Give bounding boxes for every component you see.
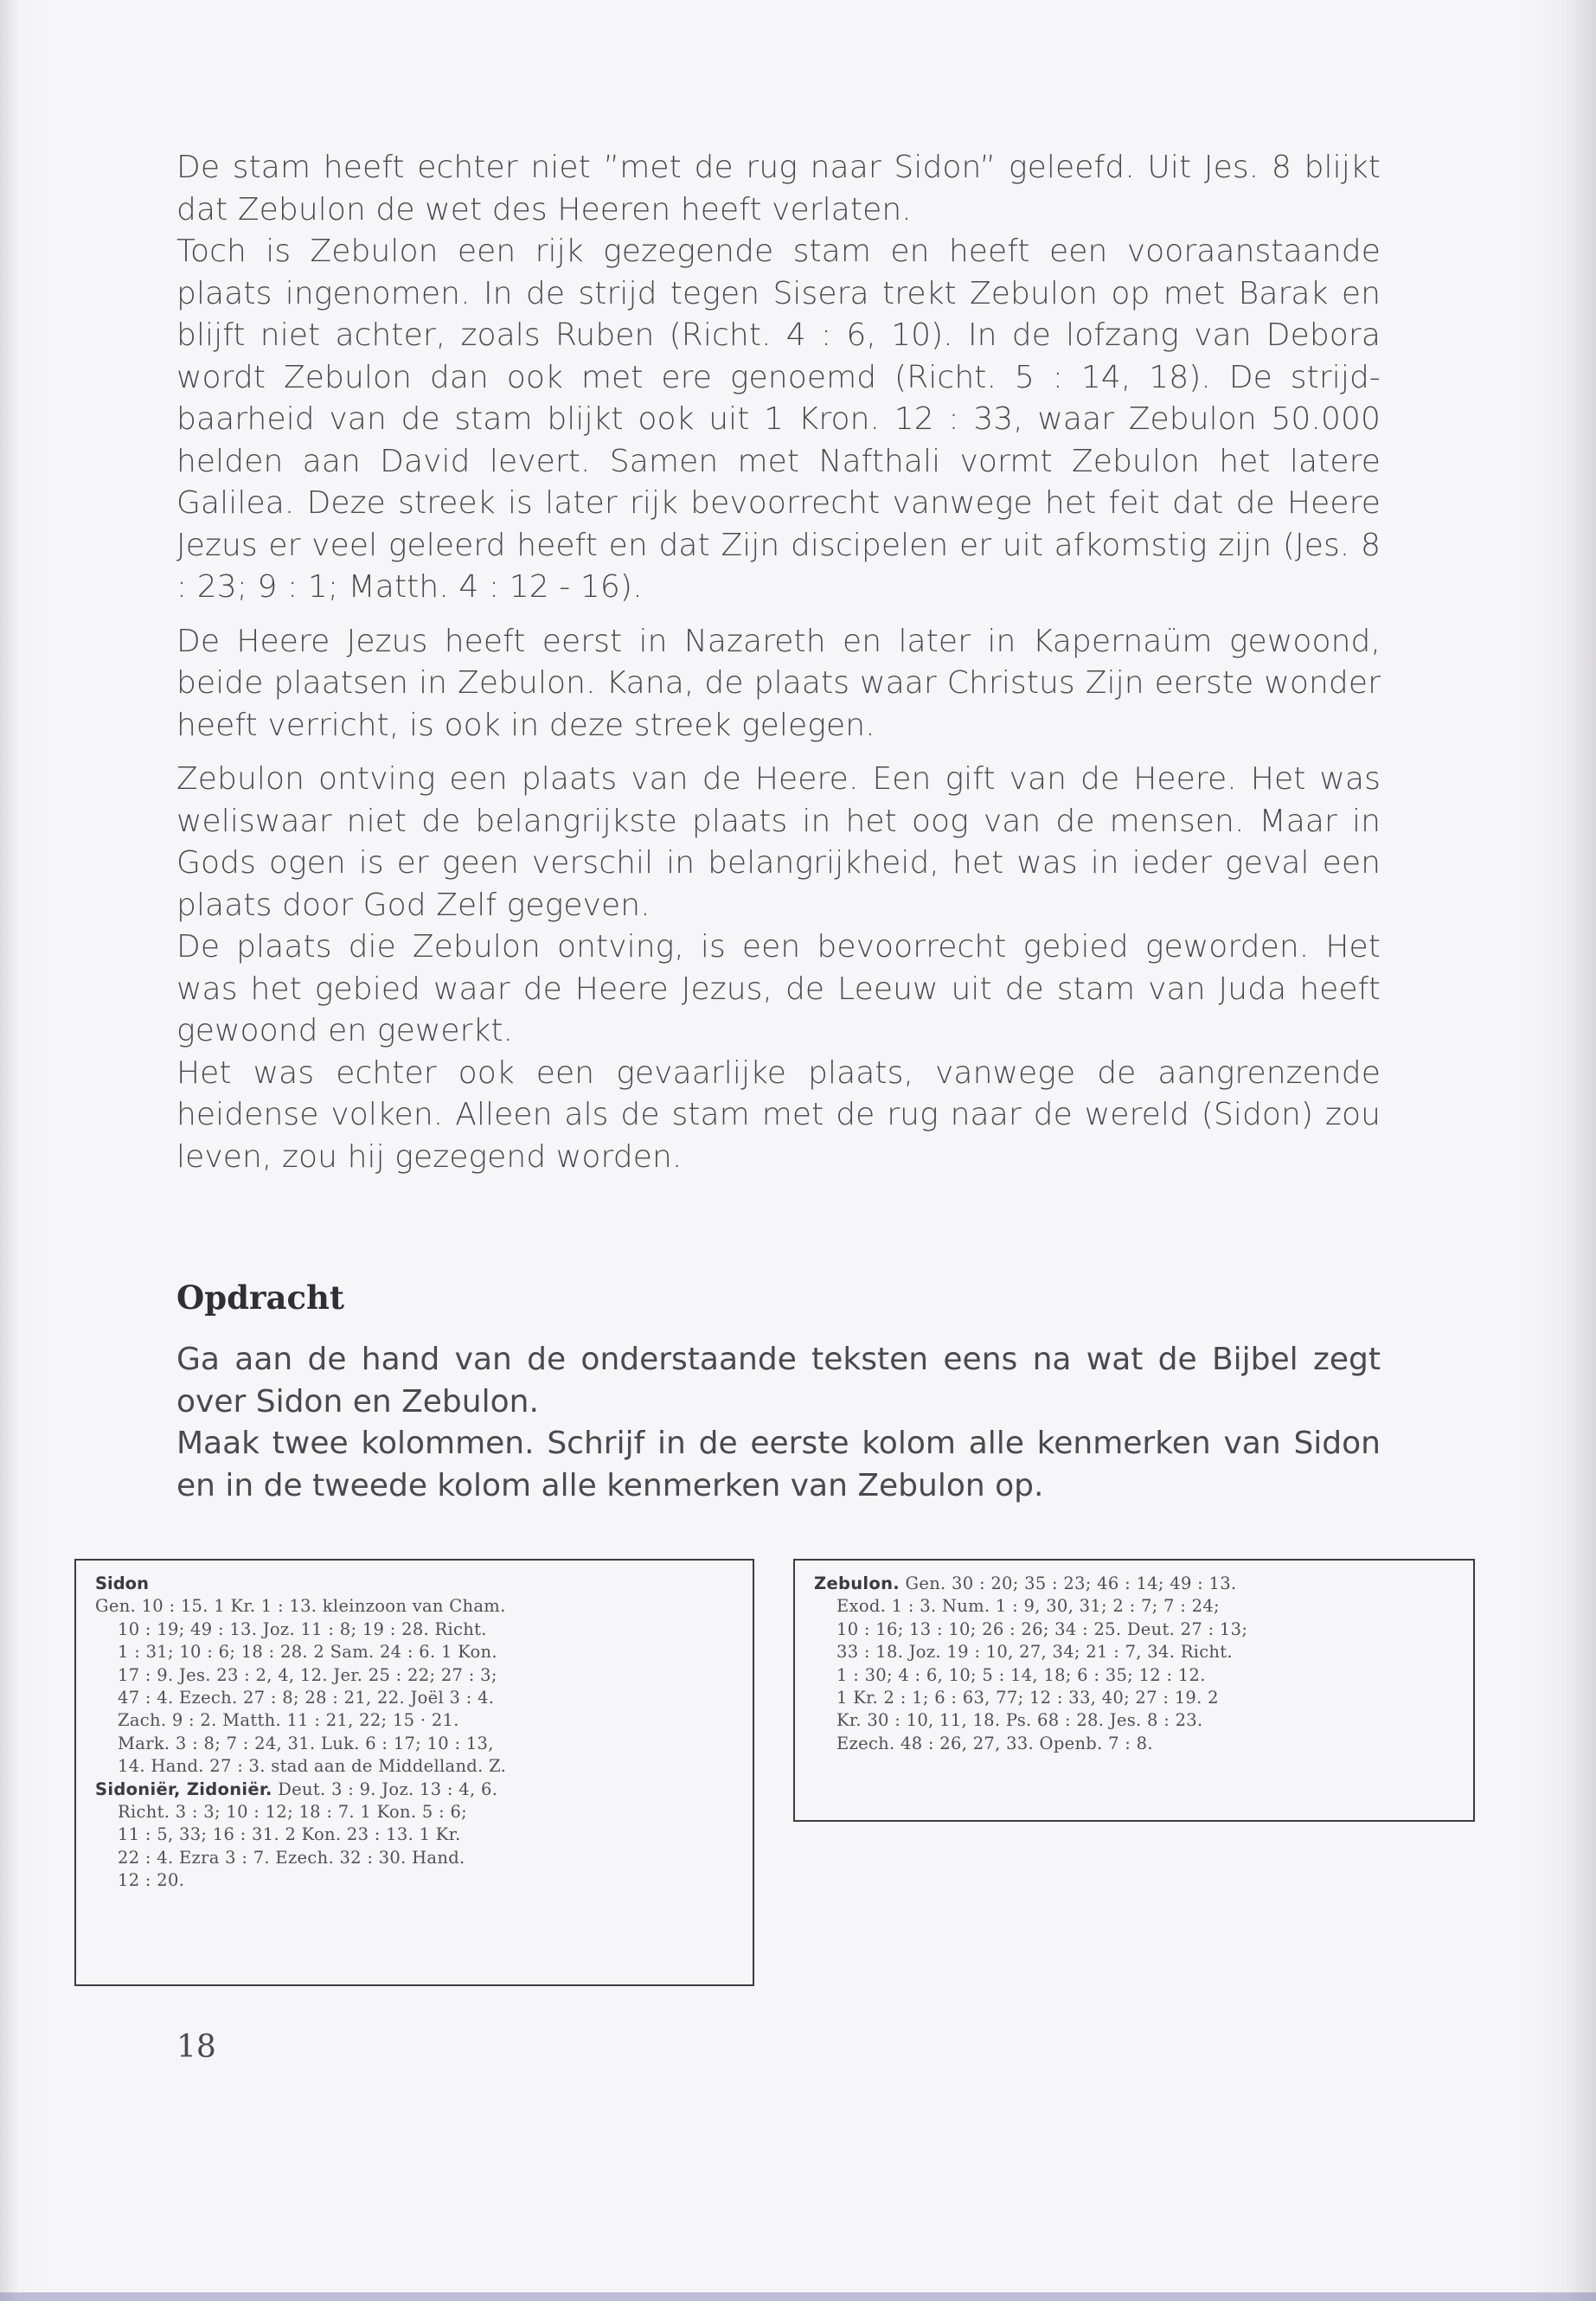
reference-text: Deut. 3 : 9. Joz. 13 : 4, 6. [278, 1779, 498, 1799]
reference-line: 22 : 4. Ezra 3 : 7. Ezech. 32 : 30. Hand. [118, 1847, 465, 1868]
reference-line: 10 : 16; 13 : 10; 26 : 26; 34 : 25. Deut. 27 : 13; [836, 1618, 1248, 1639]
reference-line: 14. Hand. 27 : 3. stad aan de Middelland. Z. [118, 1756, 507, 1777]
reference-line: 11 : 5, 33; 16 : 31. 2 Kon. 23 : 13. 1 Kr. [118, 1824, 461, 1845]
reference-line: Richt. 3 : 3; 10 : 12; 18 : 7. 1 Kon. 5 : 6; [118, 1802, 468, 1823]
paragraph: De stam heeft echter niet ”met de rug naar Sidon” geleefd. Uit Jes. 8 blijkt dat Zebulon de wet des Heeren heeft verlaten. [176, 150, 1381, 228]
reference-line: Gen. 10 : 15. 1 Kr. 1 : 13. kleinzoon van Cham. [95, 1596, 506, 1617]
page-number: 18 [176, 2029, 216, 2065]
reference-line: 1 : 30; 4 : 6, 10; 5 : 14, 18; 6 : 35; 12 : 12. [836, 1664, 1206, 1685]
paragraph: Zebulon ontving een plaats van de Heere. Een gift van de Heere. Het was weliswaar niet de belangrijkste plaats in het oog van de mensen. Maar in Gods ogen is er geen verschil in belangrijkheid, het was in ieder geval een plaats door God Zelf gegeven. [176, 761, 1381, 923]
zebulon-reference-box [793, 1559, 1475, 1822]
paragraph: Maak twee kolommen. Schrijf in de eerste kolom alle kenmerken van Sidon en in de tweede kolom alle kenmerken van Zebulon op. [176, 1426, 1381, 1503]
reference-line [814, 1573, 1458, 1595]
bottom-edge-divider [0, 2292, 1596, 2301]
zebulon-label: Zebulon. [814, 1574, 900, 1593]
reference-line: 47 : 4. Ezech. 27 : 8; 28 : 21, 22. Joël 3 : 4. [118, 1688, 495, 1708]
reference-line: Zach. 9 : 2. Matth. 11 : 21, 22; 15 · 21. [118, 1710, 459, 1731]
reference-line: 1 Kr. 2 : 1; 6 : 63, 77; 12 : 33, 40; 27 : 19. 2 [836, 1688, 1219, 1708]
paragraph: Het was echter ook een gevaarlijke plaats, vanwege de aangrenzende heidense volken. Alleen als de stam met de rug naar de wereld (Sidon) zou leven, zou hij gezegend worden. [176, 1054, 1381, 1175]
reference-line: Ezech. 48 : 26, 27, 33. Openb. 7 : 8. [836, 1733, 1153, 1753]
paragraph: Ga aan de hand van de onderstaande teksten eens na wat de Bijbel zegt over Sidon en Zebulon. [176, 1342, 1381, 1420]
reference-line: Exod. 1 : 3. Num. 1 : 9, 30, 31; 2 : 7; 7 : 24; [836, 1596, 1220, 1617]
reference-line: 10 : 19; 49 : 13. Joz. 11 : 8; 19 : 28. Richt. [118, 1618, 487, 1639]
reference-line [95, 1779, 737, 1801]
sidonier-label: Sidoniër, Zidoniër. [95, 1779, 272, 1799]
reference-text: Gen. 30 : 20; 35 : 23; 46 : 14; 49 : 13. [905, 1574, 1237, 1593]
reference-line: 1 : 31; 10 : 6; 18 : 28. 2 Sam. 24 : 6. 1 Kon. [118, 1642, 497, 1663]
assignment-text [176, 1339, 1381, 1507]
reference-line: Mark. 3 : 8; 7 : 24, 31. Luk. 6 : 17; 10 : 13, [118, 1733, 494, 1753]
reference-line: 17 : 9. Jes. 23 : 2, 4, 12. Jer. 25 : 22; 27 : 3; [118, 1664, 497, 1685]
body-text [176, 147, 1381, 1178]
paragraph: De plaats die Zebulon ontving, is een bevoorrecht gebied geworden. Het was het gebied waar de Heere Jezus, de Leeuw uit de stam van Juda heeft gewoond en gewerkt. [176, 929, 1381, 1048]
paragraph: Toch is Zebulon een rijk gezegende stam en heeft een vooraanstaande plaats ingenomen. In de strijd tegen Sisera trekt Zebulon op met Barak en blijft niet achter, zoals Ruben (Richt. 4 : 6, 10). In de lofzang van Debora wordt Zebulon dan ook met ere genoemd (Richt. 5 : 14, 18). De strijd-baarheid van de stam blijkt ook uit 1 Kron. 12 : 33, waar Zebulon 50.000 helden aan David levert. Samen met Nafthali vormt Zebulon het latere Galilea. Deze streek is later rijk bevoorrecht vanwege het feit dat de Heere Jezus er veel geleerd heeft en dat Zijn discipelen er uit afkomstig zijn (Jes. 8 : 23; 9 : 1; Matth. 4 : 12 - 16). [176, 234, 1381, 605]
reference-line: 33 : 18. Joz. 19 : 10, 27, 34; 21 : 7, 34. Richt. [836, 1642, 1233, 1663]
section-heading: Opdracht [176, 1279, 344, 1317]
sidon-reference-box [74, 1559, 754, 1986]
sidon-label: Sidon [95, 1574, 149, 1593]
reference-line: 12 : 20. [118, 1870, 185, 1891]
reference-line: Kr. 30 : 10, 11, 18. Ps. 68 : 28. Jes. 8 : 23. [836, 1710, 1203, 1731]
paragraph: De Heere Jezus heeft eerst in Nazareth en later in Kapernaüm gewoond, beide plaatsen in Zebulon. Kana, de plaats waar Christus Zijn eerste wonder heeft verricht, is ook in deze streek gelegen. [176, 623, 1381, 743]
